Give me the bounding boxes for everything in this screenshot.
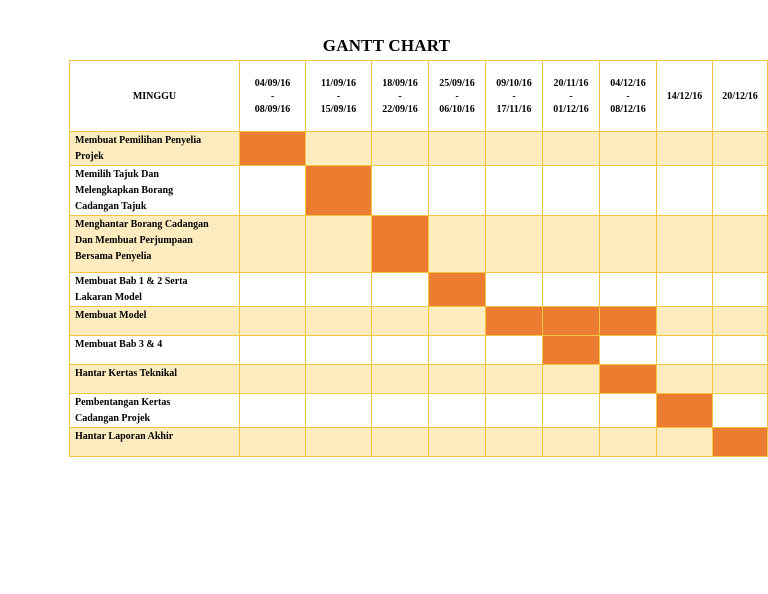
gantt-empty-cell [372, 394, 429, 428]
gantt-empty-cell [429, 336, 486, 365]
task-name-line: Cadangan Projek [75, 413, 151, 424]
gantt-empty-cell [429, 428, 486, 457]
task-name-line: Hantar Laporan Akhir [75, 431, 174, 442]
task-name [70, 216, 240, 273]
gantt-empty-cell [372, 336, 429, 365]
gantt-empty-cell [240, 365, 306, 394]
week-header: 20/12/16 [713, 61, 768, 132]
task-name-line: Projek [75, 151, 104, 162]
week-header: 14/12/16 [657, 61, 713, 132]
task-row [70, 216, 768, 273]
gantt-empty-cell [306, 428, 372, 457]
week-header: 04/09/16 - 08/09/16 [240, 61, 306, 132]
gantt-empty-cell [600, 166, 657, 216]
week-header: 20/11/16 - 01/12/16 [543, 61, 600, 132]
gantt-empty-cell [240, 216, 306, 273]
gantt-bar-cell [600, 365, 657, 394]
task-row [70, 307, 768, 336]
task-row [70, 394, 768, 428]
gantt-empty-cell [429, 307, 486, 336]
gantt-bar-cell [657, 394, 713, 428]
header-row [70, 61, 768, 132]
gantt-empty-cell [306, 336, 372, 365]
gantt-empty-cell [486, 166, 543, 216]
gantt-empty-cell [372, 428, 429, 457]
week-header: 18/09/16 - 22/09/16 [372, 61, 429, 132]
gantt-empty-cell [600, 273, 657, 307]
gantt-empty-cell [543, 365, 600, 394]
gantt-empty-cell [713, 216, 768, 273]
gantt-empty-cell [657, 273, 713, 307]
task-name-line: Membuat Bab 3 & 4 [75, 339, 163, 350]
gantt-empty-cell [429, 365, 486, 394]
gantt-empty-cell [306, 216, 372, 273]
gantt-empty-cell [713, 273, 768, 307]
task-name-line: Memilih Tajuk Dan [75, 169, 159, 180]
gantt-empty-cell [372, 273, 429, 307]
task-row [70, 166, 768, 216]
task-name-line: Lakaran Model [75, 292, 142, 303]
task-name-line: Membuat Model [75, 310, 147, 321]
task-name [70, 365, 240, 394]
task-row [70, 365, 768, 394]
gantt-bar-cell [240, 132, 306, 166]
gantt-empty-cell [543, 166, 600, 216]
gantt-empty-cell [713, 132, 768, 166]
task-name [70, 273, 240, 307]
gantt-empty-cell [600, 216, 657, 273]
gantt-bar-cell [306, 166, 372, 216]
gantt-empty-cell [713, 166, 768, 216]
task-name-line: Dan Membuat Perjumpaan [75, 235, 193, 246]
week-header: 25/09/16 - 06/10/16 [429, 61, 486, 132]
gantt-empty-cell [306, 273, 372, 307]
gantt-empty-cell [486, 216, 543, 273]
gantt-empty-cell [240, 273, 306, 307]
gantt-body [70, 132, 768, 457]
gantt-empty-cell [306, 394, 372, 428]
task-name [70, 428, 240, 457]
task-row [70, 132, 768, 166]
task-row [70, 273, 768, 307]
gantt-empty-cell [306, 365, 372, 394]
gantt-empty-cell [657, 216, 713, 273]
gantt-empty-cell [600, 336, 657, 365]
gantt-empty-cell [372, 307, 429, 336]
chart-title: GANTT CHART [322, 36, 451, 55]
gantt-empty-cell [713, 307, 768, 336]
gantt-empty-cell [429, 166, 486, 216]
gantt-empty-cell [486, 132, 543, 166]
gantt-empty-cell [543, 394, 600, 428]
gantt-empty-cell [543, 428, 600, 457]
task-name-line: Pembentangan Kertas [75, 397, 171, 408]
gantt-empty-cell [713, 336, 768, 365]
gantt-empty-cell [657, 365, 713, 394]
gantt-empty-cell [600, 394, 657, 428]
gantt-empty-cell [486, 336, 543, 365]
week-header: 04/12/16 - 08/12/16 [600, 61, 657, 132]
gantt-empty-cell [429, 132, 486, 166]
task-name-line: Membuat Pemilihan Penyelia [75, 135, 202, 146]
gantt-empty-cell [372, 166, 429, 216]
gantt-table [69, 60, 768, 457]
task-name-line: Menghantar Borang Cadangan [75, 219, 209, 230]
gantt-bar-cell [713, 428, 768, 457]
gantt-empty-cell [240, 394, 306, 428]
gantt-empty-cell [543, 273, 600, 307]
gantt-empty-cell [372, 132, 429, 166]
gantt-empty-cell [543, 132, 600, 166]
task-name-line: Membuat Bab 1 & 2 Serta [75, 276, 188, 287]
task-name [70, 307, 240, 336]
gantt-empty-cell [600, 428, 657, 457]
gantt-empty-cell [657, 428, 713, 457]
gantt-empty-cell [657, 336, 713, 365]
task-row [70, 428, 768, 457]
gantt-empty-cell [240, 166, 306, 216]
gantt-empty-cell [543, 216, 600, 273]
gantt-empty-cell [657, 132, 713, 166]
gantt-empty-cell [486, 428, 543, 457]
gantt-bar-cell [600, 307, 657, 336]
week-header: 11/09/16 - 15/09/16 [306, 61, 372, 132]
gantt-empty-cell [240, 307, 306, 336]
gantt-empty-cell [600, 132, 657, 166]
task-name [70, 394, 240, 428]
gantt-bar-cell [486, 307, 543, 336]
gantt-empty-cell [486, 273, 543, 307]
gantt-empty-cell [306, 307, 372, 336]
gantt-empty-cell [429, 216, 486, 273]
gantt-bar-cell [543, 307, 600, 336]
gantt-empty-cell [486, 365, 543, 394]
gantt-bar-cell [429, 273, 486, 307]
gantt-empty-cell [240, 428, 306, 457]
task-name [70, 336, 240, 365]
task-row [70, 336, 768, 365]
task-name [70, 132, 240, 166]
gantt-empty-cell [713, 365, 768, 394]
task-name [70, 166, 240, 216]
week-header: 09/10/16 - 17/11/16 [486, 61, 543, 132]
task-name-line: Bersama Penyelia [75, 251, 152, 262]
gantt-empty-cell [657, 166, 713, 216]
header-minggu: MINGGU [70, 61, 240, 132]
gantt-empty-cell [240, 336, 306, 365]
gantt-empty-cell [657, 307, 713, 336]
task-name-line: Melengkapkan Borang [75, 185, 174, 196]
gantt-empty-cell [372, 365, 429, 394]
gantt-empty-cell [486, 394, 543, 428]
gantt-bar-cell [543, 336, 600, 365]
gantt-empty-cell [306, 132, 372, 166]
gantt-bar-cell [372, 216, 429, 273]
task-name-line: Cadangan Tajuk [75, 201, 147, 212]
gantt-empty-cell [429, 394, 486, 428]
task-name-line: Hantar Kertas Teknikal [75, 368, 178, 379]
gantt-empty-cell [713, 394, 768, 428]
